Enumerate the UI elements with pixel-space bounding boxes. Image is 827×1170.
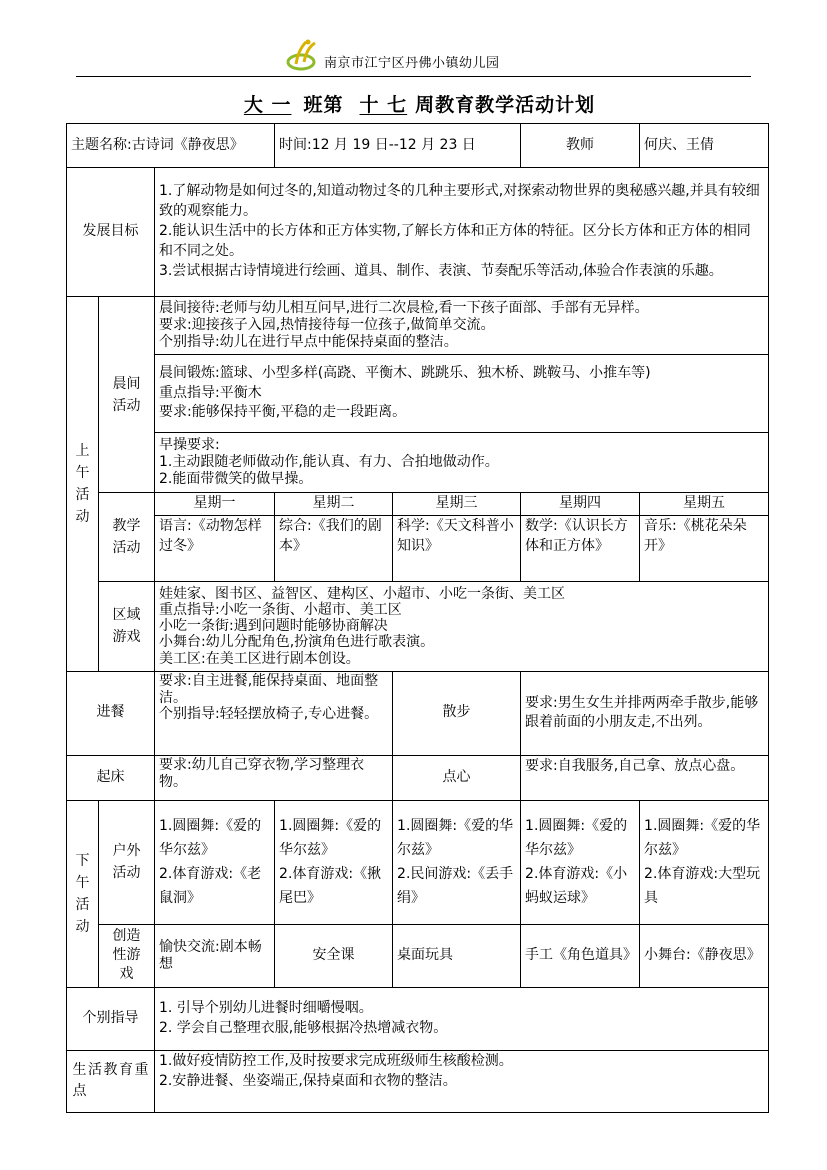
individual-line: 1. 引导个别幼儿进餐时细嚼慢咽。 [159,1000,373,1016]
morning-exercise-row [67,433,769,493]
snack-label: 点心 [393,755,521,800]
afternoon-section-label [67,800,99,987]
teaching-tuesday: 综合:《我们的剧本》 [275,515,393,581]
reception-line: 要求:迎接孩子入园,热情接待每一位孩子,做简单交流。 [159,317,495,334]
activity-plan-table [66,123,769,1113]
life-label [67,1050,155,1112]
meal-label: 进餐 [67,671,155,755]
individual-cell [155,987,769,1050]
outdoor-line: 2.体育游戏:《老鼠洞》 [159,866,262,907]
morning-exercise-line: 2.能面带微笑的做早操。 [159,470,313,487]
outdoor-thursday [521,800,640,924]
walk-label: 散步 [393,671,521,755]
header-divider [76,76,751,77]
creative-friday: 小舞台:《静夜思》 [640,924,769,987]
teaching-label-text: 教学活动 [112,517,141,556]
wake-label: 起床 [67,755,155,800]
afternoon-section-text: 下午活动 [75,852,90,935]
area-line: 小舞台:幼儿分配角色,扮演角色进行歌表演。 [159,634,435,651]
outdoor-row [67,800,769,924]
exercise-line: 晨间锻炼:篮球、小型多样(高跷、平衡木、跳跳乐、独木桥、跳鞍马、小推车等) [159,364,651,381]
title-suffix: 周教育教学活动计划 [415,94,596,116]
outdoor-wednesday [393,800,521,924]
life-label-text: 生活教育重点 [72,1062,149,1100]
outdoor-label-text: 户外活动 [112,843,141,882]
teacher-label-cell: 教师 [521,124,640,168]
goal-item: 1.了解动物是如何过冬的,知道动物过冬的几种主要形式,对探索动物世界的奥秘感兴趣,并具有较细致的观察能力。 [159,183,760,220]
outdoor-line: 1.圆圈舞:《爱的华尔兹》 [525,818,628,859]
meal-cell [155,671,393,755]
morning-exercise-cell [155,433,769,493]
individual-line: 2. 学会自己整理衣服,能够根据冷热增减衣物。 [159,1019,448,1036]
creative-row [67,924,769,987]
theme-cell: 主题名称:古诗词《静夜思》 [67,124,275,168]
teaching-friday: 音乐:《桃花朵朵开》 [640,515,769,581]
meal-line: 个别指导:轻轻摆放椅子,专心进餐。 [159,706,379,723]
area-cell [155,581,769,671]
day-header: 星期四 [521,493,640,516]
individual-row [67,987,769,1050]
meal-line: 要求:自主进餐,能保持桌面、地面整洁。 [159,672,379,706]
creative-label [99,924,155,987]
morning-exercise-line: 早操要求: [159,437,220,454]
individual-label: 个别指导 [67,987,155,1050]
exercise-cell [155,355,769,433]
morning-section-text: 上午活动 [75,442,90,525]
outdoor-line: 2.民间游戏:《丢手绢》 [397,866,514,907]
school-logo-icon [286,38,320,72]
area-line: 娃娃家、图书区、益智区、建构区、小超市、小吃一条街、美工区 [159,586,565,603]
teaching-row [67,515,769,581]
title-week-underlined [344,94,416,116]
area-label [99,581,155,671]
morning-exercise-line: 1.主动跟随老师做动作,能认真、有力、合拍地做动作。 [159,454,499,471]
outdoor-friday [640,800,769,924]
outdoor-line: 1.圆圈舞:《爱的华尔兹》 [397,818,514,859]
day-header: 星期三 [393,493,521,516]
teacher-names-cell: 何庆、王倩 [640,124,769,168]
meal-row [67,671,769,755]
exercise-line: 重点指导:平衡木 [159,384,262,401]
page-header [76,36,751,78]
reception-line: 个别指导:幼儿在进行早点中能保持桌面的整洁。 [159,333,458,350]
outdoor-line: 2.体育游戏:大型玩具 [644,866,761,907]
weekday-header-row [67,493,769,516]
exercise-line: 要求:能够保持平衡,平稳的走一段距离。 [159,404,407,421]
day-header: 星期五 [640,493,769,516]
area-line: 重点指导:小吃一条街、小超市、美工区 [159,602,402,619]
morning-activity-text: 晨间活动 [112,375,141,414]
morning-activity-label [99,297,155,493]
exercise-row [67,355,769,433]
info-row [67,124,769,168]
reception-row [67,297,769,355]
outdoor-line: 1.圆圈舞:《爱的华尔兹》 [279,818,382,859]
teaching-wednesday: 科学:《天文科普小知识》 [393,515,521,581]
wake-cell: 要求:幼儿自己穿衣物,学习整理衣物。 [155,755,393,800]
reception-line: 晨间接待:老师与幼儿相互问早,进行二次晨检,看一下孩子面部、手部有无异样。 [159,300,649,317]
walk-cell: 要求:男生女生并排两两牵手散步,能够跟着前面的小朋友走,不出列。 [521,671,769,755]
area-line: 小吃一条街:遇到问题时能够协商解决 [159,618,388,635]
wake-row [67,755,769,800]
creative-thursday: 手工《角色道具》 [521,924,640,987]
day-header: 星期一 [155,493,275,516]
outdoor-monday [155,800,275,924]
teaching-label [99,493,155,582]
area-label-text: 区域游戏 [112,607,141,646]
snack-cell: 要求:自我服务,自己拿、放点心盘。 [521,755,769,800]
school-name: 南京市江宁区丹佛小镇幼儿园 [324,56,500,71]
teaching-thursday: 数学:《认识长方体和正方体》 [521,515,640,581]
outdoor-line: 1.圆圈舞:《爱的华尔兹》 [644,818,761,859]
goal-item: 3.尝试根据古诗情境进行绘画、道具、制作、表演、节奏配乐等活动,体验合作表演的乐趣。 [159,262,723,279]
title-week: 十 七 [359,94,408,116]
outdoor-line: 2.体育游戏:《揪尾巴》 [279,866,382,907]
reception-cell [155,297,769,355]
goal-item: 2.能认识生活中的长方体和正方体实物,了解长方体和正方体的特征。区分长方体和正方体的相同和不同之处。 [159,223,751,259]
day-header: 星期二 [275,493,393,516]
title-class-underlined [232,94,304,116]
outdoor-label [99,800,155,924]
goals-label: 发展目标 [67,168,155,297]
teaching-monday: 语言:《动物怎样过冬》 [155,515,275,581]
goals-row [67,168,769,297]
area-row [67,581,769,671]
life-row [67,1050,769,1112]
morning-section-label [67,297,99,672]
title-ban-di: 班第 [303,94,344,116]
title-class: 大 一 [243,94,292,116]
creative-tuesday: 安全课 [275,924,393,987]
creative-monday: 愉快交流:剧本畅想 [155,924,275,987]
outdoor-line: 2.体育游戏:《小蚂蚁运球》 [525,866,628,907]
goals-cell [155,168,769,297]
outdoor-tuesday [275,800,393,924]
creative-wednesday: 桌面玩具 [393,924,521,987]
life-cell [155,1050,769,1112]
time-cell: 时间:12 月 19 日--12 月 23 日 [275,124,521,168]
outdoor-line: 1.圆圈舞:《爱的华尔兹》 [159,818,262,859]
page-title [0,90,827,117]
life-line: 1.做好疫情防控工作,及时按要求完成班级师生核酸检测。 [159,1052,513,1069]
area-line: 美工区:在美工区进行剧本创设。 [159,650,360,667]
creative-label-text: 创造性游戏 [112,928,141,983]
life-line: 2.安静进餐、坐姿端正,保持桌面和衣物的整洁。 [159,1072,457,1089]
